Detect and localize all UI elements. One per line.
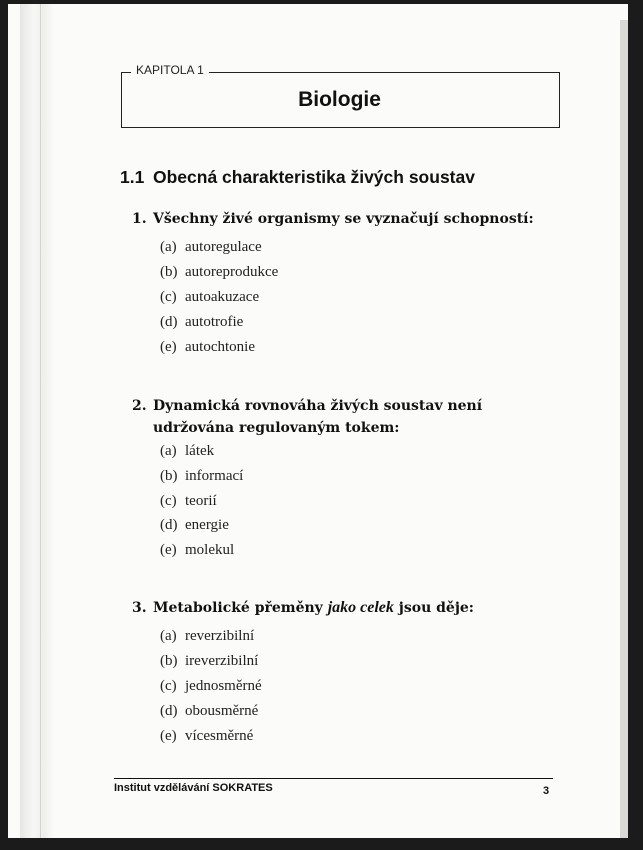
question-number: 3. (132, 600, 147, 616)
section-title: Obecná charakteristika živých soustav (153, 167, 475, 187)
option-text: autochtonie (185, 339, 255, 355)
question-text-before: Metabolické přeměny (153, 600, 323, 616)
option-text: obousměrné (185, 703, 259, 719)
option-label: (c) (160, 678, 177, 694)
option-label: (e) (160, 728, 177, 744)
option-label: (a) (160, 239, 177, 255)
question-1-option-c (160, 289, 259, 306)
question-1-option-e (160, 339, 255, 356)
option-text: reverzibilní (185, 628, 255, 644)
question-2-option-a (160, 443, 214, 460)
question-2-option-e (160, 542, 234, 559)
option-text: jednosměrné (185, 678, 262, 694)
option-text: vícesměrné (185, 728, 254, 744)
question-3-option-b (160, 653, 258, 670)
option-text: autotrofie (185, 314, 244, 330)
option-label: (c) (160, 289, 177, 305)
question-2-option-d (160, 517, 229, 534)
question-text: Všechny živé organismy se vyznačují schopností: (153, 211, 534, 227)
option-label: (e) (160, 542, 177, 558)
question-text: Dynamická rovnováha živých soustav není udržována regulovaným tokem: (153, 398, 483, 436)
page-binding-shadow (20, 4, 54, 838)
question-2-option-c (160, 493, 217, 510)
question-text-emphasis: jako celek (327, 599, 394, 616)
question-number: 2. (132, 398, 147, 414)
option-label: (e) (160, 339, 177, 355)
section-number: 1.1 (120, 167, 145, 187)
question-3-option-a (160, 628, 254, 645)
option-text: molekul (185, 542, 235, 558)
question-2-option-b (160, 468, 243, 485)
option-label: (d) (160, 314, 178, 330)
footer-publisher: Institut vzdělávání SOKRATES (114, 782, 273, 794)
option-label: (b) (160, 653, 178, 669)
option-label: (a) (160, 443, 177, 459)
question-3-option-d (160, 703, 258, 720)
option-text: energie (185, 517, 229, 533)
option-text: ireverzibilní (185, 653, 259, 669)
question-3-option-c (160, 678, 262, 695)
question-3 (132, 597, 558, 619)
option-text: autoreprodukce (185, 264, 279, 280)
binding-fold-line (40, 4, 41, 838)
chapter-title: Biologie (298, 88, 381, 111)
question-1-option-a (160, 239, 262, 256)
section-heading (120, 167, 475, 188)
footer-rule (114, 778, 553, 779)
question-1 (132, 208, 558, 230)
option-label: (a) (160, 628, 177, 644)
question-number: 1. (132, 211, 147, 227)
option-text: autoregulace (185, 239, 262, 255)
option-text: látek (185, 443, 215, 459)
page-edge (620, 20, 628, 838)
option-text: teorií (185, 493, 217, 509)
question-text (153, 597, 558, 619)
option-label: (b) (160, 264, 178, 280)
chapter-label: KAPITOLA 1 (131, 62, 209, 78)
question-3-option-e (160, 728, 253, 745)
question-1-option-b (160, 264, 278, 281)
question-text-after: jsou děje: (398, 600, 474, 616)
page-number: 3 (543, 785, 550, 797)
option-label: (d) (160, 517, 178, 533)
option-label: (b) (160, 468, 178, 484)
option-text: autoakuzace (185, 289, 260, 305)
option-label: (c) (160, 493, 177, 509)
question-2 (132, 395, 558, 439)
option-label: (d) (160, 703, 178, 719)
option-text: informací (185, 468, 244, 484)
question-1-option-d (160, 314, 243, 331)
